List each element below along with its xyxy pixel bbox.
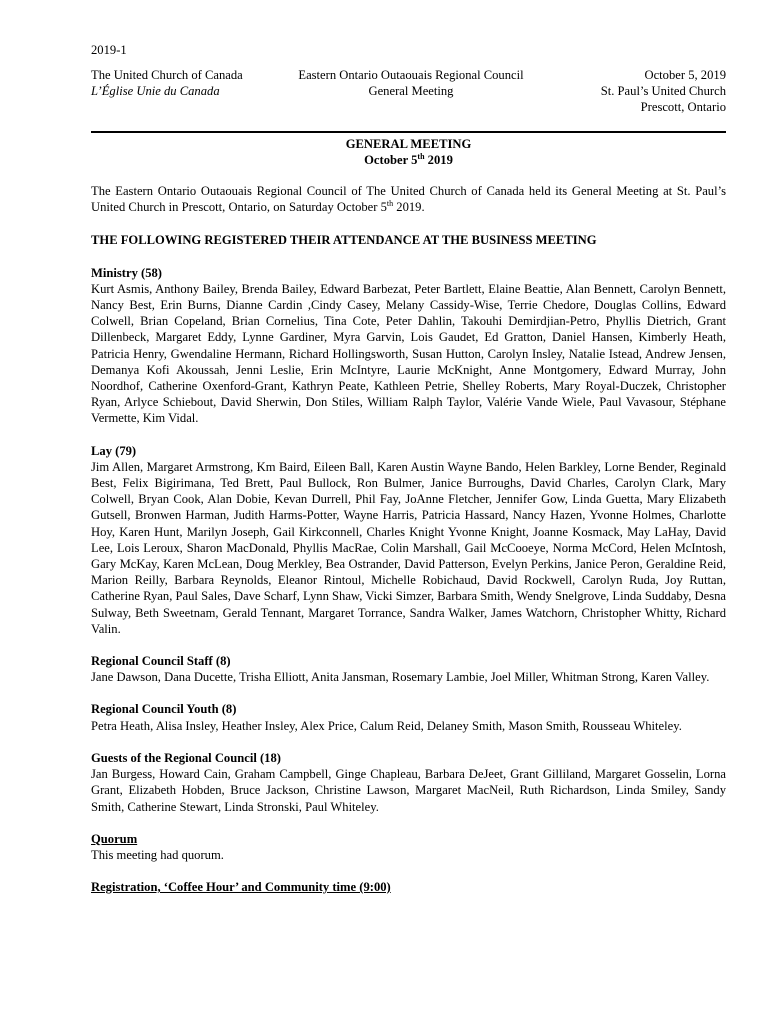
title-date <box>91 152 726 168</box>
section-names: Jim Allen, Margaret Armstrong, Km Baird, Eileen Ball, Karen Austin Wayne Bando, Helen Barkley, Lorne Bender, Reginald Best, Felix Bigirimana, Ted Brett, Paul Bullock, Ron Bulmer, Janice Burroughs, David Charles, Carolyn Clark, Mary Colwell, Bryan Cook, Alan Dobie, Kevan Durrell, Phil Fay, JoAnne Fletcher, Jennifer Gow, Linda Guetta, Mary Elizabeth Gutsell, Bronwen Harman, Judith Harms-Potter, Wayne Harris, Patricia Hassard, Nancy Hazen, Yvonne Holmes, Charlotte Hoy, Karen Hunt, Marilyn Joseph, Gail Kirkconnell, Charles Knight Yvonne Knight, Joanne Kosmack, May LaHay, David Lee, Lois Leroux, Sharon MacDonald, Phyllis MacRae, Colin Marshall, Gail McCooeye, Norma McCord, Helen McIntosh, Gary McKay, Karen McLean, Doug Merkley, Bea Ostrander, David Patterson, Evelyn Perkins, Janice Peron, Geraldine Reid, Marion Reilly, Barbara Reynolds, Eleanor Rintoul, Michelle Robichaud, David Rockwell, Carolyn Ruda, Joy Ruttan, Catherine Ryan, Paul Sales, Dave Scharf, Lynn Shaw, Vicki Simzer, Barbara Smith, Wendy Snelgrove, Linda Suddaby, Desna Sulway, Beth Sweetnam, Gerald Tennant, Margaret Torrance, Sandra Walker, James Watchorn, Christopher Whitty, Richard Valin. <box>91 459 726 636</box>
intro-paragraph <box>91 183 726 215</box>
intro-text: The Eastern Ontario Outaouais Regional Council of The United Church of Canada held its General Meeting at St. Paul’s United Church in Prescott, Ontario, on Saturday October 5 <box>91 184 726 215</box>
section-title: Regional Council Staff (8) <box>91 654 231 669</box>
document-header <box>91 67 726 121</box>
church-name-en: The United Church of Canada <box>91 68 243 82</box>
header-left <box>91 67 243 99</box>
title-date-prefix: October 5 <box>364 153 418 168</box>
section-names: Kurt Asmis, Anthony Bailey, Brenda Bailey, Edward Barbezat, Peter Bartlett, Elaine Beattie, Alan Bennett, Carolyn Bennett, Nancy Best, Erin Burns, Dianne Cardin ,Cindy Casey, Melany Cassidy-Wise, Terrie Chedore, Douglas Collins, Edward Colwell, Brian Copeland, Brian Cornelius, Tina Cote, Peter Dahlin, Takouhi Demirdjian-Petro, Phyllis Dietrich, Grant Dillenbeck, Margaret Eddy, Lynne Gardiner, Myra Garvin, Lois Gaudet, Ed Gratton, Daniel Hansen, Kimberly Heath, Patricia Henry, Gwendaline Hermann, Richard Hollingsworth, Susan Hutton, Carolyn Insley, Natalie Istead, Andrew Jensen, Demanya Kofi Akoussah, Jenni Leslie, Erin McIntyre, Laurie McKnight, Anne Montgomery, Edward Murray, John Noordhof, Catherine Oxenford-Grant, Kathryn Peate, Kathleen Petrie, Shelley Roberts, Mary Royal-Duczek, Christopher Ryan, Arlyce Schiebout, David Sherwin, Don Stiles, William Ralph Taylor, Valérie Vande Wiele, Paul Vavasour, Stéphane Vermette, Kim Vidal. <box>91 281 726 426</box>
section-staff <box>91 653 726 685</box>
header-rule <box>91 131 726 133</box>
intro-text-end: 2019. <box>393 200 425 215</box>
quorum-title: Quorum <box>91 831 138 846</box>
section-title: Ministry (58) <box>91 265 162 280</box>
attendance-heading: THE FOLLOWING REGISTERED THEIR ATTENDANCE AT THE BUSINESS MEETING <box>91 233 597 248</box>
document-title <box>91 136 726 168</box>
meeting-venue: St. Paul’s United Church <box>600 84 726 99</box>
meeting-type: General Meeting <box>368 84 454 99</box>
section-title: Regional Council Youth (8) <box>91 702 237 717</box>
intro-sup: th <box>386 199 394 209</box>
header-right <box>601 67 726 116</box>
section-youth <box>91 701 726 733</box>
document-number: 2019-1 <box>91 43 127 57</box>
header-center <box>271 67 551 99</box>
section-quorum <box>91 831 726 863</box>
meeting-date: October 5, 2019 <box>644 68 726 82</box>
section-ministry <box>91 265 726 427</box>
section-title: Lay (79) <box>91 443 137 458</box>
section-title: Guests of the Regional Council (18) <box>91 750 281 765</box>
document-body <box>91 183 726 895</box>
section-names: Jane Dawson, Dana Ducette, Trisha Elliott, Anita Jansman, Rosemary Lambie, Joel Miller, Whitman Strong, Karen Valley. <box>91 670 710 685</box>
section-names: Petra Heath, Alisa Insley, Heather Insley, Alex Price, Calum Reid, Delaney Smith, Mason Smith, Rousseau Whiteley. <box>91 718 682 733</box>
title-date-suffix: 2019 <box>424 153 453 168</box>
title-line: GENERAL MEETING <box>345 137 472 151</box>
section-registration <box>91 879 726 895</box>
quorum-text: This meeting had quorum. <box>91 847 224 862</box>
meeting-location: Prescott, Ontario <box>640 100 726 115</box>
church-name-fr: L’Église Unie du Canada <box>91 84 220 99</box>
section-lay <box>91 443 726 637</box>
section-names: Jan Burgess, Howard Cain, Graham Campbell, Ginge Chapleau, Barbara DeJeet, Grant Gilliland, Margaret Gosselin, Lorna Grant, Elizabeth Hobden, Bruce Jackson, Christine Lawson, Margaret MacNeil, Ruth Richardson, Linda Smiley, Sandy Smith, Catherine Stewart, Linda Stronski, Paul Whiteley. <box>91 767 726 814</box>
section-guests <box>91 750 726 815</box>
council-name: Eastern Ontario Outaouais Regional Council <box>298 68 524 82</box>
title-date-sup: th <box>417 152 425 162</box>
registration-title: Registration, ‘Coffee Hour’ and Community time (9:00) <box>91 880 391 895</box>
